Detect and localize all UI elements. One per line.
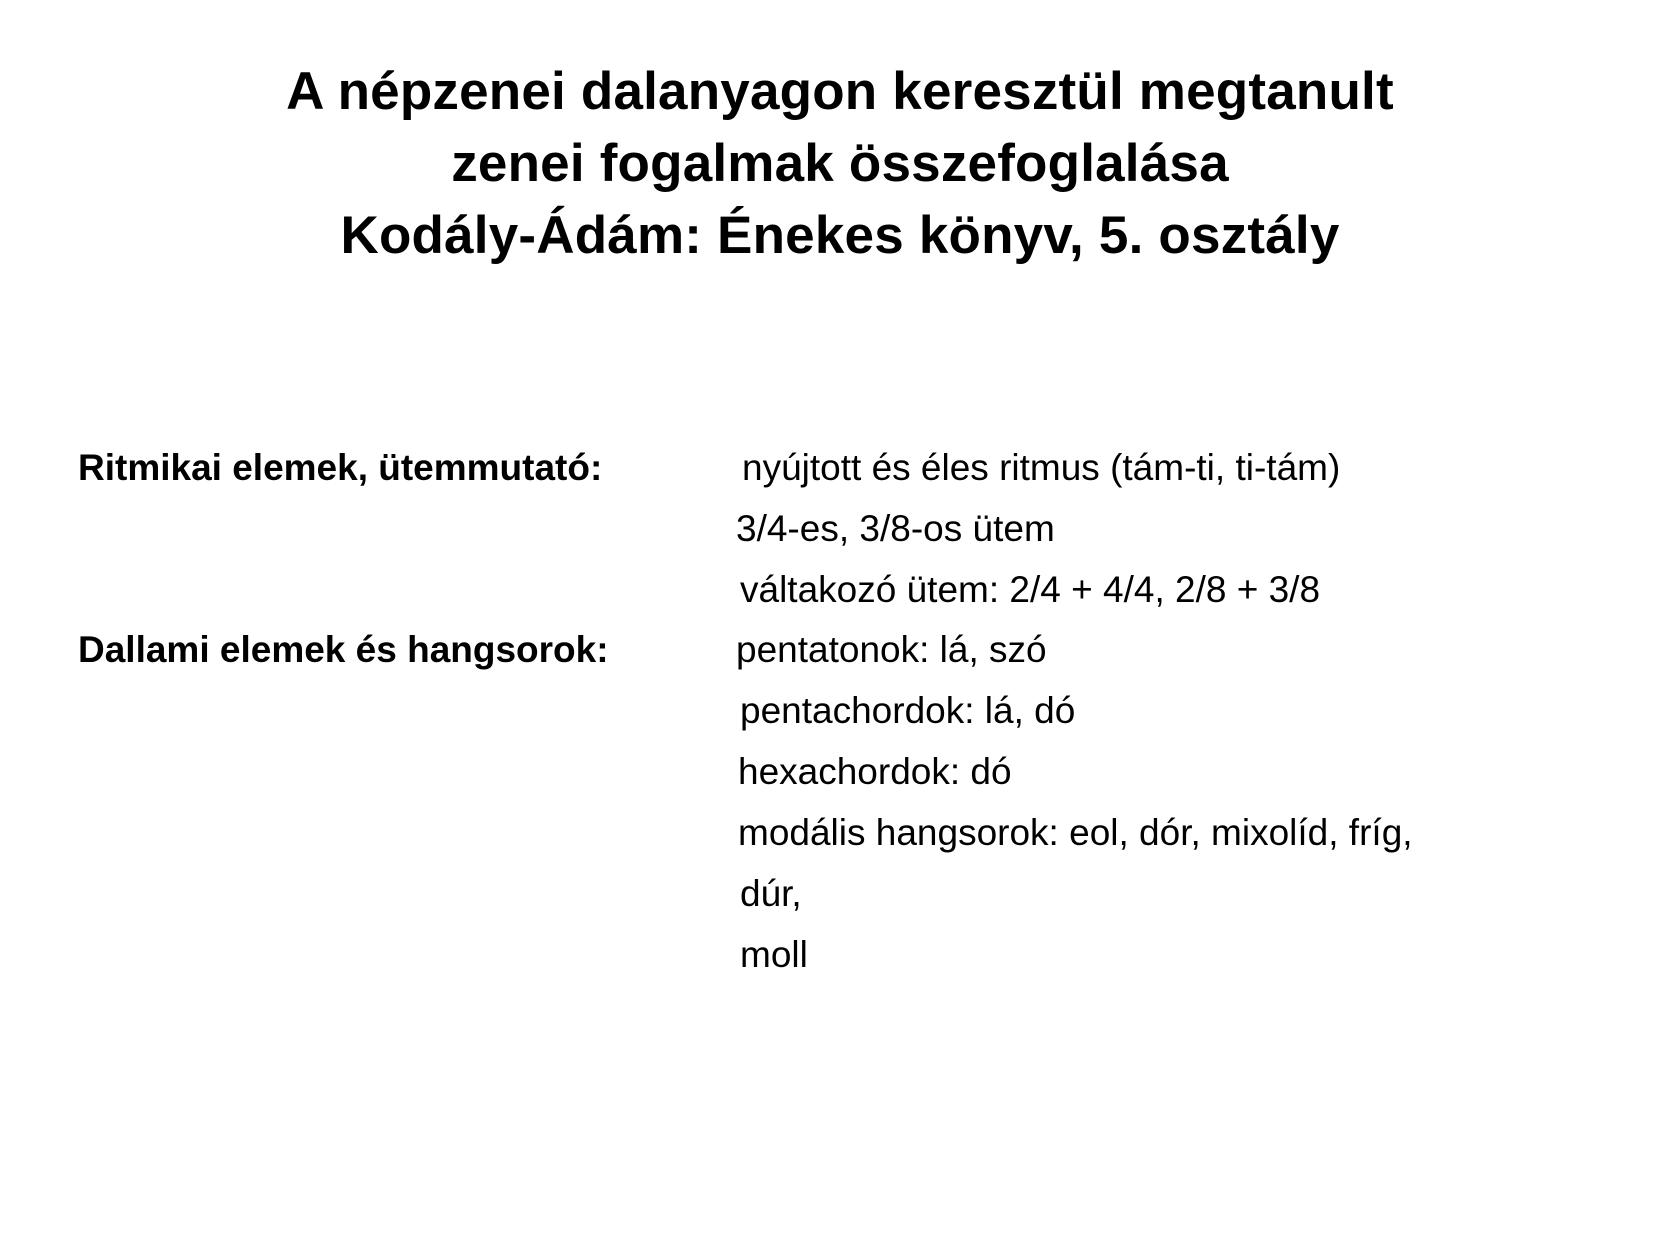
section-label-rhythm: Ritmikai elemek, ütemmutató: (78, 447, 603, 488)
melody-item: dúr, (740, 873, 802, 914)
slide-title (0, 56, 1680, 272)
title-line-2: zenei fogalmak összefoglalása (451, 134, 1229, 193)
melody-item: hexachordok: dó (738, 751, 1012, 792)
rhythm-item: váltakozó ütem: 2/4 + 4/4, 2/8 + 3/8 (740, 569, 1321, 610)
section-label-melody: Dallami elemek és hangsorok: (78, 629, 609, 670)
melody-item: modális hangsorok: eol, dór, mixolíd, fríg, (738, 812, 1413, 853)
melody-item: pentatonok: lá, szó (736, 629, 1047, 670)
rhythm-item: 3/4-es, 3/8-os ütem (736, 508, 1055, 549)
melody-item: pentachordok: lá, dó (740, 690, 1076, 731)
title-line-3: Kodály-Ádám: Énekes könyv, 5. osztály (340, 206, 1340, 265)
rhythm-item: nyújtott és éles ritmus (tám-ti, ti-tám) (742, 447, 1341, 488)
title-line-1: A népzenei dalanyagon keresztül megtanult (286, 62, 1394, 121)
melody-item: moll (740, 934, 808, 975)
